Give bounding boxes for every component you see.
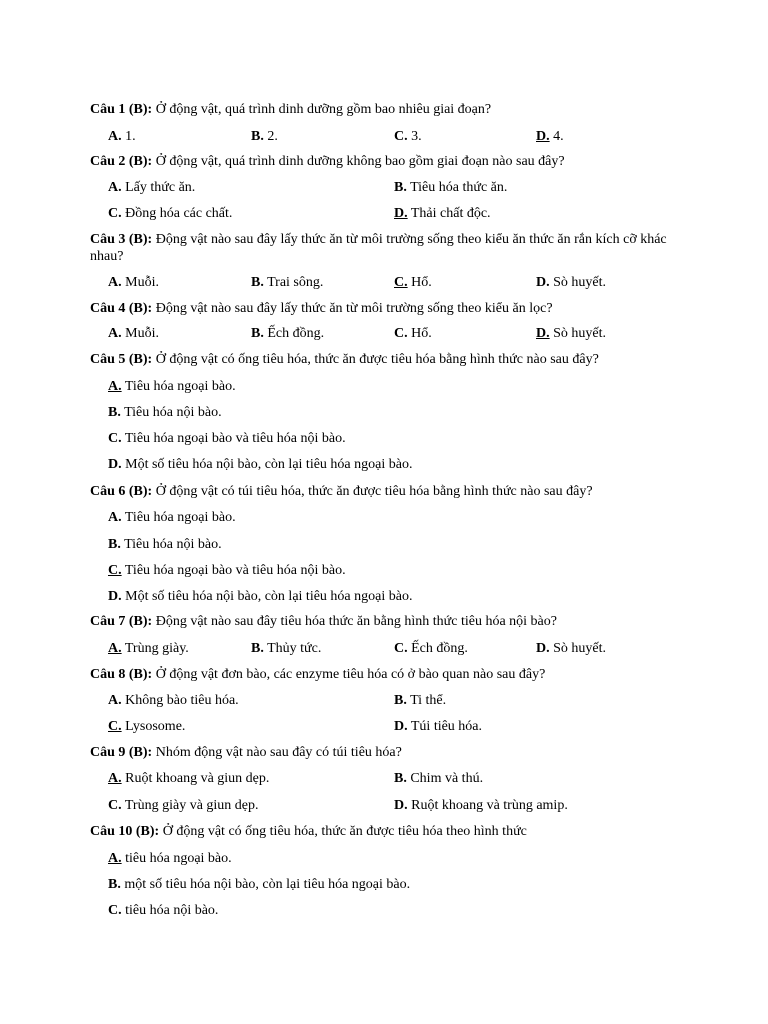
option-c — [394, 274, 432, 291]
option-letter: C. — [394, 326, 408, 341]
option-text: Túi tiêu hóa. — [407, 719, 483, 734]
option-text: Đồng hóa các chất. — [121, 206, 233, 221]
option-letter: C. — [108, 798, 122, 813]
option-letter: D. — [536, 641, 550, 656]
option-c — [108, 562, 346, 579]
question-text: Ở động vật có túi tiêu hóa, thức ăn được tiêu hóa bằng hình thức nào sau đây? — [152, 484, 593, 499]
question-9 — [90, 744, 690, 761]
option-text: Một số tiêu hóa nội bào, còn lại tiêu hóa ngoại bào. — [121, 457, 413, 472]
option-b — [394, 770, 483, 787]
option-c — [108, 430, 346, 447]
option-text: 3. — [407, 129, 422, 144]
question-text: Nhóm động vật nào sau đây có túi tiêu hóa? — [152, 745, 402, 760]
question-10 — [90, 823, 690, 840]
option-c — [108, 718, 185, 735]
question-text: Ở động vật có ống tiêu hóa, thức ăn được tiêu hóa bằng hình thức nào sau đây? — [152, 352, 599, 367]
option-letter: B. — [108, 405, 121, 420]
option-a — [108, 770, 269, 787]
option-letter: A. — [108, 510, 122, 525]
question-number: Câu 8 (B): — [90, 667, 153, 682]
option-d — [536, 325, 606, 342]
question-1 — [90, 101, 690, 118]
option-letter: B. — [251, 129, 264, 144]
option-text: Tiêu hóa ngoại bào và tiêu hóa nội bào. — [121, 431, 346, 446]
option-letter-correct: C. — [108, 719, 122, 734]
option-text: Ruột khoang và giun dẹp. — [121, 771, 270, 786]
option-c — [108, 797, 259, 814]
option-d — [108, 456, 412, 473]
option-letter-correct: D. — [394, 206, 408, 221]
option-letter: B. — [108, 877, 121, 892]
option-text: Muỗi. — [121, 326, 159, 341]
option-d — [536, 128, 564, 145]
option-letter: B. — [251, 326, 264, 341]
option-text: 1. — [121, 129, 136, 144]
option-a — [108, 179, 195, 196]
option-letter-correct: D. — [536, 326, 550, 341]
option-text: 2. — [263, 129, 278, 144]
option-text: Ti thể. — [406, 693, 447, 708]
question-text: Động vật nào sau đây tiêu hóa thức ăn bằng hình thức tiêu hóa nội bào? — [152, 614, 557, 629]
option-text: Hổ. — [407, 326, 432, 341]
option-letter: D. — [108, 589, 122, 604]
option-letter: A. — [108, 180, 122, 195]
option-b — [251, 128, 278, 145]
option-letter-correct: A. — [108, 641, 122, 656]
option-letter: B. — [394, 771, 407, 786]
option-d — [394, 205, 491, 222]
question-3 — [90, 231, 690, 265]
option-text: Một số tiêu hóa nội bào, còn lại tiêu hóa ngoại bào. — [121, 589, 413, 604]
question-text: Động vật nào sau đây lấy thức ăn từ môi trường sống theo kiểu ăn lọc? — [152, 301, 553, 316]
question-5 — [90, 351, 690, 368]
question-7 — [90, 613, 690, 630]
option-letter: D. — [536, 275, 550, 290]
question-number: Câu 1 (B): — [90, 102, 153, 117]
question-number: Câu 7 (B): — [90, 614, 153, 629]
option-text: Lysosome. — [121, 719, 186, 734]
question-number: Câu 5 (B): — [90, 352, 153, 367]
option-letter-correct: A. — [108, 851, 122, 866]
option-text: Chim và thú. — [406, 771, 484, 786]
option-text: Tiêu hóa ngoại bào. — [121, 379, 236, 394]
option-a — [108, 850, 232, 867]
option-letter: B. — [108, 537, 121, 552]
option-text: Muỗi. — [121, 275, 159, 290]
question-8 — [90, 666, 690, 683]
question-text: Ở động vật có ống tiêu hóa, thức ăn được tiêu hóa theo hình thức — [159, 824, 527, 839]
option-b — [108, 876, 410, 893]
question-number: Câu 3 (B): — [90, 232, 153, 247]
question-4 — [90, 300, 690, 317]
option-text: Không bào tiêu hóa. — [121, 693, 239, 708]
option-text: Ếch đồng. — [263, 326, 325, 341]
option-text: Trùng giày và giun dẹp. — [121, 798, 259, 813]
option-text: Sò huyết. — [549, 275, 607, 290]
option-a — [108, 128, 136, 145]
option-letter-correct: D. — [536, 129, 550, 144]
option-letter: A. — [108, 693, 122, 708]
option-letter: A. — [108, 326, 122, 341]
option-d — [108, 588, 412, 605]
option-letter-correct: C. — [108, 563, 122, 578]
option-b — [394, 179, 507, 196]
option-a — [108, 325, 159, 342]
question-text: Ở động vật, quá trình dinh dưỡng gồm bao nhiêu giai đoạn? — [152, 102, 492, 117]
option-b — [251, 640, 321, 657]
option-c — [394, 325, 432, 342]
option-d — [536, 640, 606, 657]
option-text: Tiêu hóa nội bào. — [120, 405, 222, 420]
option-text: Thải chất độc. — [407, 206, 491, 221]
option-letter: B. — [251, 275, 264, 290]
option-letter: A. — [108, 275, 122, 290]
option-text: tiêu hóa nội bào. — [121, 903, 219, 918]
option-letter: C. — [394, 641, 408, 656]
question-number: Câu 4 (B): — [90, 301, 153, 316]
question-text: Ở động vật đơn bào, các enzyme tiêu hóa có ở bào quan nào sau đây? — [152, 667, 546, 682]
option-a — [108, 378, 236, 395]
option-a — [108, 692, 239, 709]
option-text: Trùng giày. — [121, 641, 189, 656]
option-letter: D. — [394, 798, 408, 813]
option-text: Tiêu hóa ngoại bào và tiêu hóa nội bào. — [121, 563, 346, 578]
option-text: Ruột khoang và trùng amip. — [407, 798, 568, 813]
option-letter: C. — [108, 206, 122, 221]
option-text: Tiêu hóa nội bào. — [120, 537, 222, 552]
option-b — [251, 274, 323, 291]
option-text: Tiêu hóa ngoại bào. — [121, 510, 236, 525]
option-text: Trai sông. — [263, 275, 324, 290]
option-letter: A. — [108, 129, 122, 144]
option-letter: D. — [394, 719, 408, 734]
option-c — [108, 902, 218, 919]
option-text: một số tiêu hóa nội bào, còn lại tiêu hóa ngoại bào. — [120, 877, 411, 892]
option-a — [108, 509, 236, 526]
option-letter-correct: C. — [394, 275, 408, 290]
question-number: Câu 6 (B): — [90, 484, 153, 499]
option-letter: B. — [394, 180, 407, 195]
option-c — [394, 640, 468, 657]
option-b — [108, 536, 222, 553]
option-d — [536, 274, 606, 291]
option-b — [394, 692, 446, 709]
question-number: Câu 10 (B): — [90, 824, 160, 839]
option-b — [251, 325, 324, 342]
question-number: Câu 9 (B): — [90, 745, 153, 760]
option-text: Ếch đồng. — [407, 641, 468, 656]
option-c — [394, 128, 422, 145]
option-letter: C. — [394, 129, 408, 144]
option-d — [394, 797, 568, 814]
option-a — [108, 640, 189, 657]
option-letter-correct: A. — [108, 771, 122, 786]
question-2 — [90, 153, 690, 170]
option-text: Tiêu hóa thức ăn. — [406, 180, 508, 195]
option-letter: D. — [108, 457, 122, 472]
option-letter: B. — [394, 693, 407, 708]
option-text: tiêu hóa ngoại bào. — [121, 851, 232, 866]
option-letter: C. — [108, 431, 122, 446]
option-letter: B. — [251, 641, 264, 656]
option-letter: C. — [108, 903, 122, 918]
option-text: Thủy tức. — [263, 641, 322, 656]
option-text: Hổ. — [407, 275, 432, 290]
option-c — [108, 205, 232, 222]
option-letter-correct: A. — [108, 379, 122, 394]
question-text: Ở động vật, quá trình dinh dưỡng không bao gồm giai đoạn nào sau đây? — [152, 154, 565, 169]
option-text: Sò huyết. — [549, 641, 607, 656]
option-text: Lấy thức ăn. — [121, 180, 196, 195]
option-d — [394, 718, 482, 735]
question-number: Câu 2 (B): — [90, 154, 153, 169]
option-a — [108, 274, 159, 291]
question-text: Động vật nào sau đây lấy thức ăn từ môi trường sống theo kiểu ăn thức ăn rắn kích cỡ khác nhau? — [90, 232, 667, 264]
option-b — [108, 404, 222, 421]
question-6 — [90, 483, 690, 500]
option-text: Sò huyết. — [549, 326, 607, 341]
option-text: 4. — [549, 129, 564, 144]
